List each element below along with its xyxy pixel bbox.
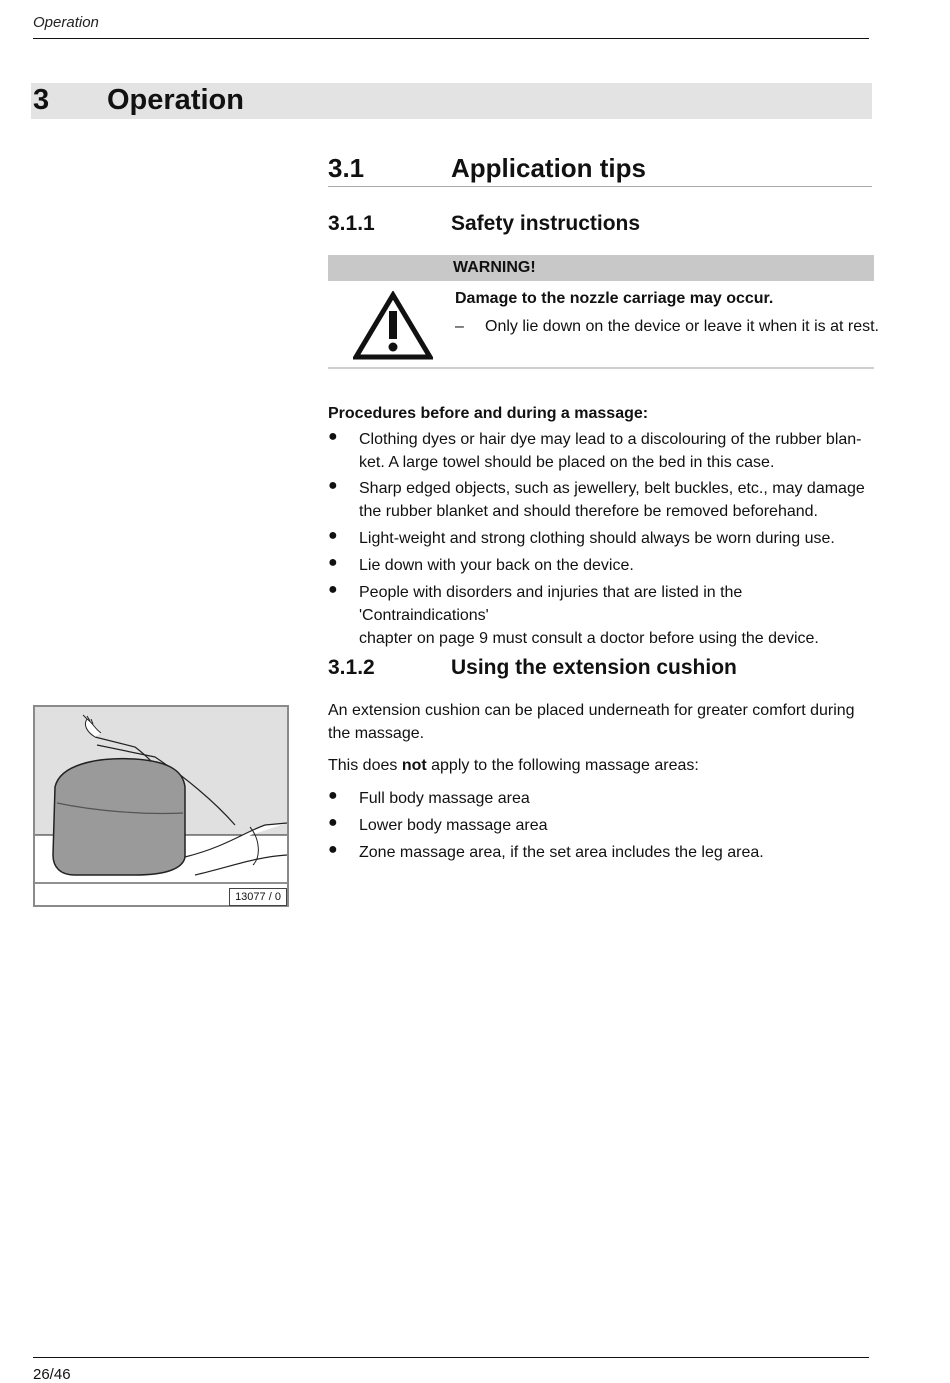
warning-dash: – (455, 318, 464, 335)
procedure-item: Lie down with your back on the device. (359, 557, 634, 574)
cushion-area-item: Lower body massage area (359, 817, 548, 834)
procedure-item: Clothing dyes or hair dye may lead to a discolouring of the rubber blan- ket. A large towel should be placed on the bed in this case. (359, 431, 862, 471)
section-number: 3.1 (328, 153, 365, 183)
subsection-2-title: Using the extension cushion (451, 656, 737, 679)
procedure-item: Sharp edged objects, such as jewellery, belt buckles, etc., may damage the rubber blanket and should therefore be removed beforehand. (359, 480, 865, 520)
warning-item: Only lie down on the device or leave it when it is at rest. (485, 318, 879, 335)
chapter-number: 3 (33, 84, 50, 116)
procedure-item: Light-weight and strong clothing should always be worn during use. (359, 530, 835, 547)
bullet-icon: ● (328, 527, 338, 544)
subsection-1-number: 3.1.1 (328, 212, 375, 235)
page-number: 26/46 (33, 1366, 71, 1383)
bullet-icon: ● (328, 841, 338, 858)
bullet-icon: ● (328, 787, 338, 804)
warning-title: Damage to the nozzle carriage may occur. (455, 290, 774, 307)
warning-bar (328, 255, 874, 281)
bullet-icon: ● (328, 581, 338, 598)
cushion-area-item: Zone massage area, if the set area includes the leg area. (359, 844, 764, 861)
warning-label: WARNING! (453, 259, 536, 276)
bullet-icon: ● (328, 428, 338, 445)
section-title: Application tips (451, 153, 646, 183)
warning-rule (328, 367, 874, 369)
subsection-2-number: 3.1.2 (328, 656, 375, 679)
cushion-area-item: Full body massage area (359, 790, 530, 807)
procedure-item: People with disorders and injuries that are listed in the 'Contraindications' chapter on page 9 must consult a doctor before using the device. (359, 584, 819, 647)
cushion-note: This does not apply to the following massage areas: (328, 757, 699, 774)
chapter-title: Operation (107, 84, 244, 116)
section-rule (328, 186, 872, 187)
subsection-1-title: Safety instructions (451, 212, 641, 235)
warning-triangle-icon (353, 291, 433, 361)
bullet-icon: ● (328, 477, 338, 494)
extension-cushion-figure (33, 705, 289, 907)
procedures-heading: Procedures before and during a massage: (328, 405, 649, 422)
bullet-icon: ● (328, 554, 338, 571)
footer-rule (33, 1357, 869, 1358)
bullet-icon: ● (328, 814, 338, 831)
cushion-intro: An extension cushion can be placed underneath for greater comfort during the massage. (328, 702, 855, 742)
running-header: Operation (33, 14, 99, 31)
header-rule (33, 38, 869, 39)
figure-label: 13077 / 0 (229, 888, 287, 906)
